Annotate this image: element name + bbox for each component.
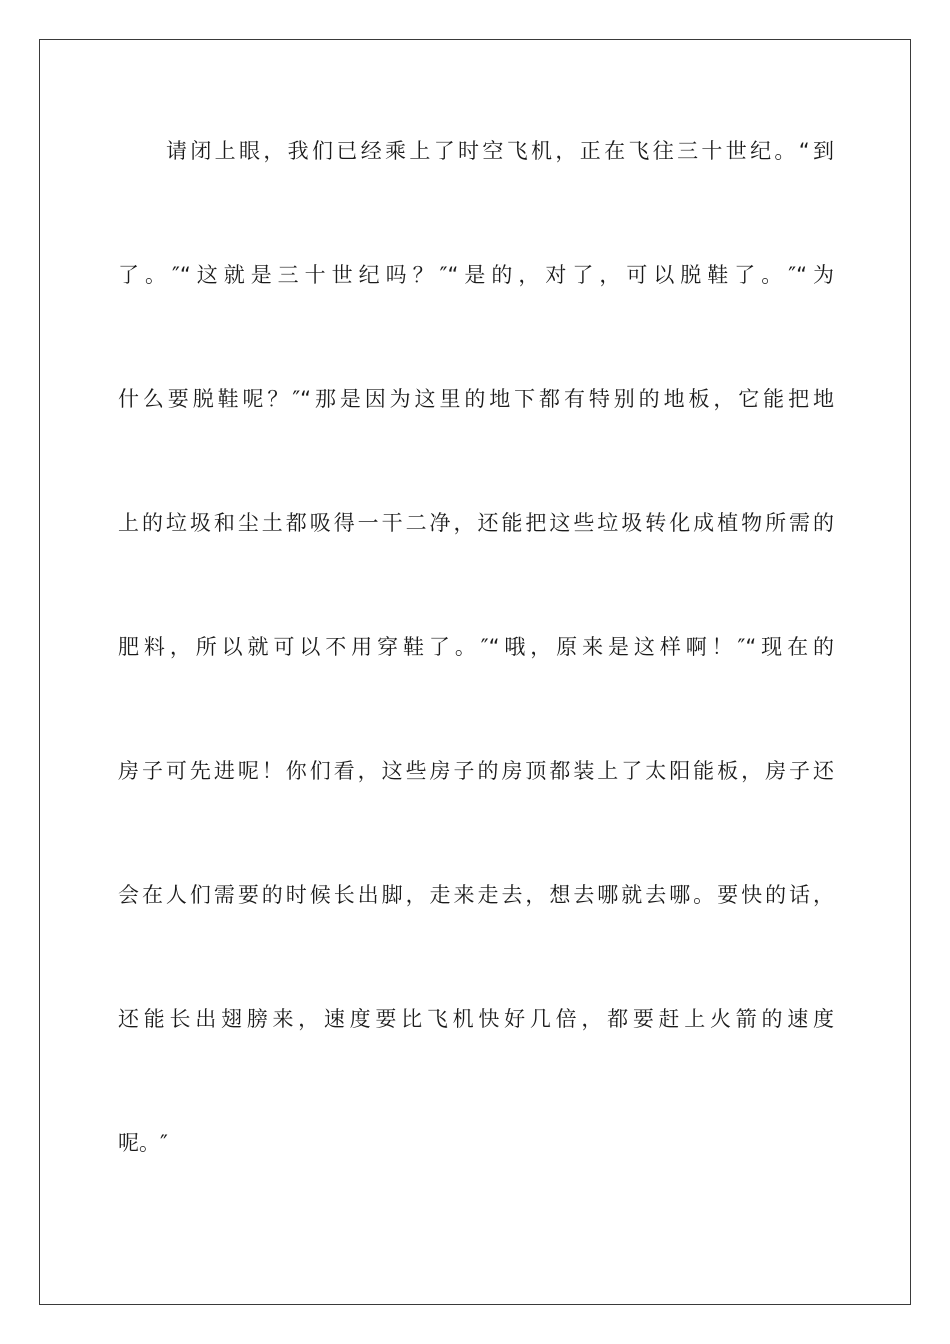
text-line-1: 请闭上眼，我们已经乘上了时空飞机，正在飞往三十世纪。“到 — [166, 139, 834, 163]
text-line-9: 呢。″ — [118, 1131, 168, 1155]
text-line-4: 上的垃圾和尘土都吸得一干二净，还能把这些垃圾转化成植物所需的 — [118, 511, 834, 535]
text-line-3: 什么要脱鞋呢？″“那是因为这里的地下都有特别的地板，它能把地 — [118, 387, 834, 411]
text-line-8: 还能长出翅膀来，速度要比飞机快好几倍，都要赶上火箭的速度 — [118, 1007, 834, 1031]
text-line-5: 肥料，所以就可以不用穿鞋了。″“哦，原来是这样啊！″“现在的 — [118, 635, 834, 659]
text-line-7: 会在人们需要的时候长出脚，走来走去，想去哪就去哪。要快的话， — [118, 883, 834, 907]
text-line-6: 房子可先进呢！你们看，这些房子的房顶都装上了太阳能板，房子还 — [118, 759, 834, 783]
page-border — [39, 39, 911, 1305]
text-line-2: 了。″“这就是三十世纪吗？″“是的，对了，可以脱鞋了。″“为 — [118, 263, 834, 287]
